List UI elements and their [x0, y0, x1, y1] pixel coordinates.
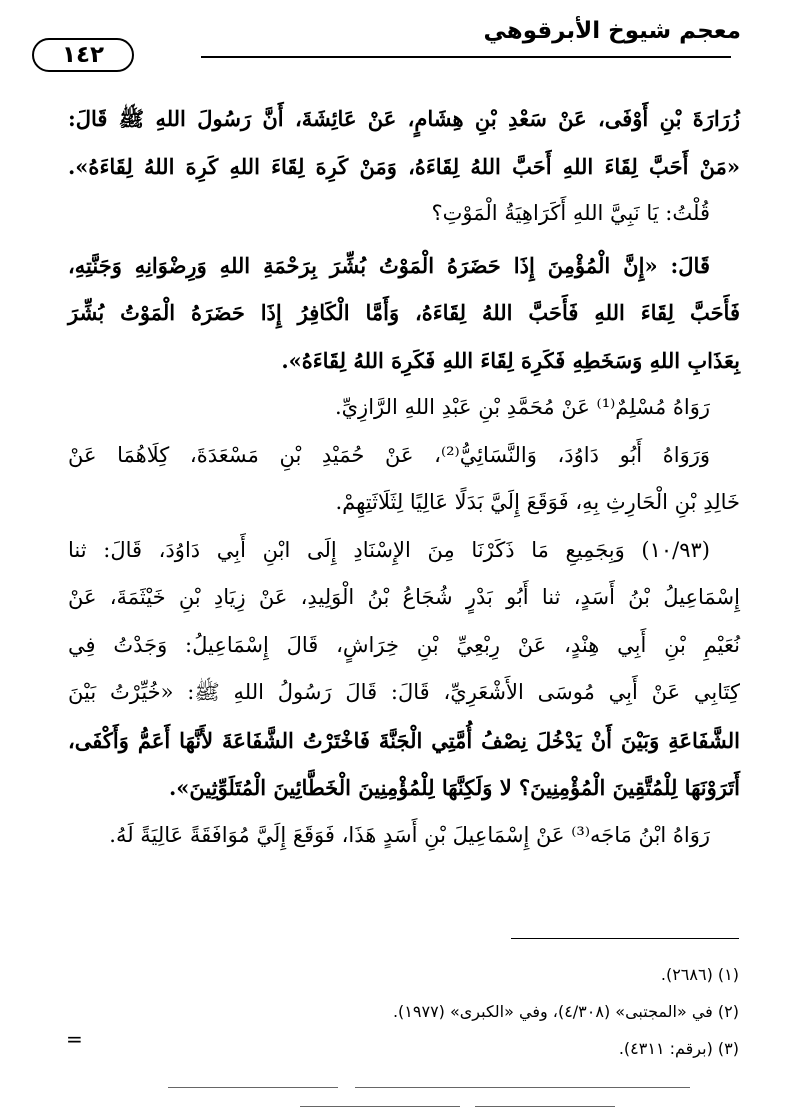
- running-title: معجم شيوخ الأبرقوهي: [483, 18, 741, 44]
- footnote: (٣) (برقم: ٤٣١١).: [618, 1039, 739, 1058]
- text-line: بِعَذَابِ اللهِ وَسَخَطِهِ فَكَرِهَ لِقَاءَ اللهِ فَكَرِهَ اللهُ لِقَاءَهُ».: [281, 347, 740, 373]
- text-line: أَتَرَوْنَهَا لِلْمُتَّقِينَ الْمُؤْمِنِينَ؟ لا وَلَكِنَّهَا لِلْمُؤْمِنِينَ الْخَطَّائِينَ الْمُتَلَوِّثِينَ».: [168, 775, 740, 800]
- text-line: زُرَارَةَ بْنِ أَوْفَى، عَنْ سَعْدِ بْنِ هِشَامٍ، عَنْ عَائِشَةَ، أَنَّ رَسُولَ اللهِ ﷺ قَالَ:: [68, 106, 740, 131]
- bottom-rule: [168, 1087, 338, 1088]
- text-line: رَوَاهُ ابْنُ مَاجَه⁽³⁾ عَنْ إِسْمَاعِيلَ بْنِ أَسَدٍ هَذَا، فَوَقَعَ إِلَيَّ مُوَافَقَةً عَالِيَةً لَهُ.: [109, 822, 710, 847]
- footnote-separator: [511, 938, 739, 939]
- bottom-rule: [355, 1087, 690, 1088]
- footnote: (١) (٢٦٨٦).: [660, 965, 739, 984]
- header-rule: [201, 56, 731, 58]
- footnotes: [68, 956, 739, 1067]
- text-line: (١٠/٩٣) وَبِجَمِيعِ مَا ذَكَرْنَا مِنَ الإِسْنَادِ إِلَى ابْنِ أَبِي دَاوُدَ، قَالَ: ثنا: [68, 537, 710, 562]
- margin-mark: =: [66, 1027, 83, 1051]
- text-line: قُلْتُ: يَا نَبِيَّ اللهِ أَكَرَاهِيَةُ الْمَوْتِ؟: [431, 201, 710, 225]
- footnote: (٢) في «المجتبى» (٤/٣٠٨)، وفي «الكبرى» (١٩٧٧).: [392, 1002, 739, 1021]
- text-line: خَالِدِ بْنِ الْحَارِثِ بِهِ، فَوَقَعَ إِلَيَّ بَدَلًا عَالِيًا لِثَلَاثَتِهِمْ.: [335, 490, 740, 514]
- main-text: [68, 95, 740, 859]
- text-line: رَوَاهُ مُسْلِمٌ⁽¹⁾ عَنْ مُحَمَّدِ بْنِ عَبْدِ اللهِ الرَّازِيِّ.: [334, 395, 710, 419]
- text-line: فَأَحَبَّ لِقَاءَ اللهِ فَأَحَبَّ اللهُ لِقَاءَهُ، وَأَمَّا الْكَافِرُ إِذَا حَضَرَهُ الْمَوْتُ بُشِّرَ: [68, 300, 740, 325]
- bottom-rule: [475, 1106, 615, 1107]
- text-line: كِتَابِي عَنْ أَبِي مُوسَى الأَشْعَرِيِّ، قَالَ: قَالَ رَسُولُ اللهِ ﷺ: «خُيِّرْتُ بَيْنَ: [68, 680, 740, 704]
- bottom-rule: [300, 1106, 460, 1107]
- page-number: ١٤٢: [32, 38, 134, 72]
- text-line: نُعَيْمِ بْنِ أَبِي هِنْدٍ، عَنْ رِبْعِيِّ بْنِ خِرَاشٍ، قَالَ إِسْمَاعِيلُ: وَجَدْتُ فِي: [68, 632, 740, 657]
- page-header: [0, 0, 807, 70]
- text-line: قَالَ: «إِنَّ الْمُؤْمِنَ إِذَا حَضَرَهُ الْمَوْتُ بُشِّرَ بِرَحْمَةِ اللهِ وَرِضْوَانِهِ وَجَنَّتِهِ،: [68, 252, 710, 278]
- text-line: إِسْمَاعِيلُ بْنُ أَسَدٍ، ثنا أَبُو بَدْرٍ شُجَاعُ بْنُ الْوَلِيدِ، عَنْ زِيَادِ بْنِ خَيْثَمَةَ، عَنْ: [68, 585, 740, 609]
- text-line: وَرَوَاهُ أَبُو دَاوُدَ، وَالنَّسَائِيُّ⁽²⁾، عَنْ حُمَيْدِ بْنِ مَسْعَدَةَ، كِلَاهُمَا عَنْ: [68, 442, 711, 467]
- text-line: الشَّفَاعَةِ وَبَيْنَ أَنْ يَدْخُلَ نِصْفُ أُمَّتِي الْجَنَّةَ فَاخْتَرْتُ الشَّفَاعَةَ لأَنَّهَا أَعَمُّ وَأَكْفَى،: [68, 727, 740, 753]
- text-line: «مَنْ أَحَبَّ لِقَاءَ اللهِ أَحَبَّ اللهُ لِقَاءَهُ، وَمَنْ كَرِهَ لِقَاءَ اللهِ كَرِهَ اللهُ لِقَاءَهُ».: [68, 153, 740, 179]
